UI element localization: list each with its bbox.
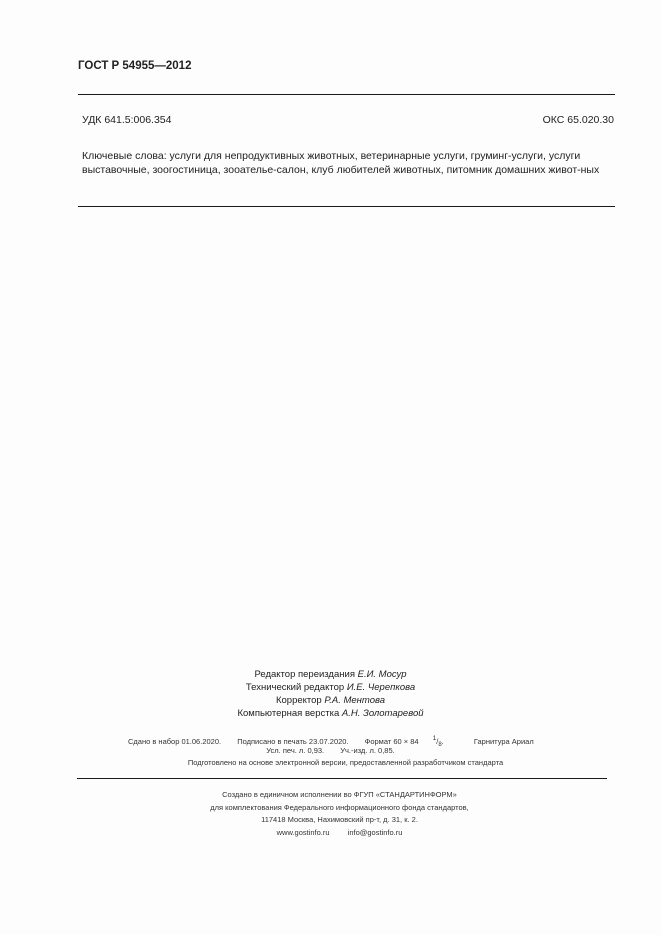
credit-name: Е.И. Мосур (357, 669, 407, 680)
submitted-date: Сдано в набор 01.06.2020. (128, 737, 222, 746)
credit-line (0, 668, 661, 681)
publisher-sheets: Уч.-изд. л. 0,85. (340, 746, 395, 755)
publisher-line-2: для комплектования Федерального информационного фонда стандартов, (210, 802, 469, 812)
publisher-block (0, 789, 661, 839)
format-label: Формат 60 × 84 (364, 737, 419, 746)
format-denominator: 8 (438, 742, 442, 748)
format-info: Формат 60 × 84 $^1/_8$. (364, 735, 444, 748)
keywords-paragraph: Ключевые слова: услуги для непродуктивных животных, ветеринарные услуги, груминг-услуги, услуги выставочные, зоогостиница, зооателье-салон, клуб любителей животных, питомник домашних живот-ных (82, 150, 600, 176)
website-link[interactable]: www.gostinfo.ru (276, 827, 330, 837)
credit-name: А.Н. Золотаревой (341, 708, 424, 719)
print-sheets: Усл. печ. л. 0,93. (266, 746, 325, 755)
prepared-note: Подготовлено на основе электронной версии, предоставленной разработчиком стандарта (187, 758, 504, 767)
credit-role: Корректор (275, 695, 322, 706)
signed-date: Подписано в печать 23.07.2020. (237, 737, 349, 746)
standard-code: ГОСТ Р 54955—2012 (78, 60, 192, 72)
top-divider (78, 94, 615, 95)
credit-role: Компьютерная верстка (237, 708, 340, 719)
udk-code: УДК 641.5:006.354 (82, 114, 172, 126)
credit-name: И.Е. Черепкова (346, 682, 416, 693)
credit-name: Р.А. Ментова (324, 695, 386, 706)
credit-role: Технический редактор (245, 682, 345, 693)
format-numerator: 1 (432, 735, 437, 742)
oks-code: ОКС 65.020.30 (542, 114, 614, 126)
keywords-divider (78, 206, 615, 207)
credit-role: Редактор переиздания (254, 669, 355, 680)
format-end: . (441, 737, 444, 746)
bottom-divider (77, 778, 607, 779)
email-link[interactable]: info@gostinfo.ru (347, 827, 403, 837)
publisher-contacts (18, 827, 661, 840)
publisher-address: 117418 Москва, Нахимовский пр-т, д. 31, к. 2. (261, 815, 418, 824)
credits-block (0, 668, 661, 720)
imprint-row-2 (0, 745, 661, 757)
credit-line (0, 681, 661, 694)
credit-line (0, 707, 661, 720)
credit-line (0, 694, 661, 707)
typeface: Гарнитура Ариал (473, 737, 534, 746)
publisher-line-1: Создано в единичном исполнении во ФГУП «СТАНДАРТИНФОРМ» (222, 790, 457, 799)
